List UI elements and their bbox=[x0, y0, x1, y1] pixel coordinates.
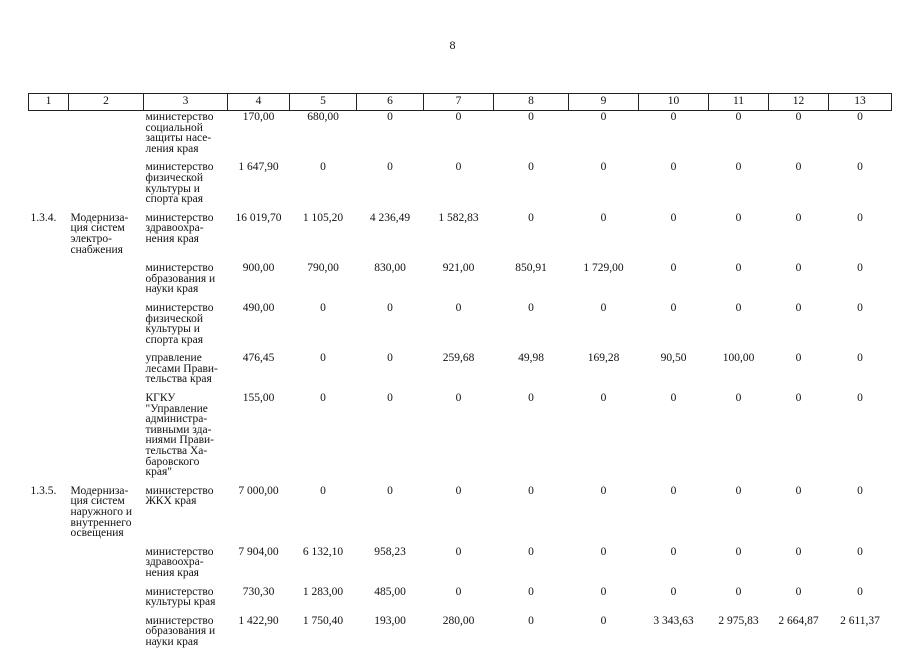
row-value-col-10: 0 bbox=[670, 392, 677, 405]
row-executor: министерство физической культуры и спорта края bbox=[145, 301, 214, 346]
row-value-col-8: 0 bbox=[528, 545, 534, 558]
row-value-col-12: 0 bbox=[795, 111, 802, 123]
row-value-col-11: 0 bbox=[735, 211, 742, 224]
row-value-col-11: 0 bbox=[735, 392, 742, 405]
row-measure-name bbox=[69, 302, 144, 352]
row-measure-name bbox=[69, 546, 144, 586]
row-measure-name bbox=[69, 586, 144, 615]
row-value-col-6: 830,00 bbox=[374, 262, 406, 275]
row-value-col-7: 1 582,83 bbox=[438, 211, 479, 224]
row-value-col-9: 0 bbox=[600, 585, 607, 598]
row-value-col-7: 0 bbox=[455, 161, 462, 174]
column-header-3: 3 bbox=[144, 94, 228, 111]
row-value-col-5: 790,00 bbox=[307, 262, 339, 275]
row-value-col-10: 0 bbox=[670, 301, 677, 314]
row-value-col-9: 169,28 bbox=[587, 352, 620, 365]
row-value-col-13: 2 611,37 bbox=[840, 614, 880, 627]
row-value-col-12: 2 664,87 bbox=[778, 614, 819, 627]
row-value-col-11: 0 bbox=[735, 545, 742, 558]
row-value-col-6: 958,23 bbox=[374, 545, 406, 558]
row-measure-name bbox=[69, 161, 144, 211]
row-value-col-10: 0 bbox=[670, 484, 677, 497]
row-value-col-11: 0 bbox=[735, 262, 742, 275]
table-body bbox=[29, 111, 892, 655]
row-value-col-9: 0 bbox=[600, 111, 607, 123]
row-value-col-12: 0 bbox=[795, 545, 802, 558]
row-code: 1.3.4. bbox=[30, 211, 57, 224]
column-header-11: 11 bbox=[709, 94, 769, 111]
row-value-col-13: 0 bbox=[857, 585, 863, 598]
row-value-col-7: 259,68 bbox=[442, 352, 475, 365]
column-header-6: 6 bbox=[357, 94, 424, 111]
row-value-col-4: 900,00 bbox=[242, 262, 275, 275]
row-value-col-5: 1 750,40 bbox=[302, 614, 344, 627]
table-row bbox=[29, 586, 892, 615]
row-measure-name bbox=[69, 392, 144, 485]
row-executor: министерство здравоохра-нения края bbox=[145, 545, 214, 579]
column-header-4: 4 bbox=[228, 94, 290, 111]
row-value-col-9: 0 bbox=[600, 614, 607, 627]
row-value-col-12: 0 bbox=[795, 484, 802, 497]
column-header-9: 9 bbox=[569, 94, 639, 111]
row-value-col-5: 0 bbox=[320, 392, 326, 405]
row-value-col-8: 850,91 bbox=[515, 262, 547, 275]
row-value-col-13: 0 bbox=[857, 211, 863, 224]
row-value-col-13: 0 bbox=[857, 301, 863, 314]
row-value-col-11: 2 975,83 bbox=[718, 614, 759, 627]
row-value-col-6: 193,00 bbox=[374, 614, 406, 627]
column-header-1: 1 bbox=[29, 94, 69, 111]
row-code bbox=[29, 586, 69, 615]
row-value-col-8: 0 bbox=[528, 111, 534, 123]
budget-table bbox=[28, 93, 892, 655]
row-value-col-8: 0 bbox=[528, 211, 534, 224]
row-value-col-9: 0 bbox=[600, 484, 607, 497]
row-value-col-13: 0 bbox=[857, 484, 863, 497]
row-value-col-9: 0 bbox=[600, 161, 607, 174]
row-code bbox=[29, 111, 69, 162]
row-executor: министерство образования и науки края bbox=[145, 262, 216, 296]
table-row bbox=[29, 111, 892, 162]
row-measure-name: Модерниза-ция систем наружного и внутреннего освещения bbox=[70, 484, 133, 540]
row-value-col-13: 0 bbox=[857, 352, 863, 365]
row-value-col-12: 0 bbox=[795, 161, 802, 174]
row-value-col-9: 1 729,00 bbox=[583, 262, 624, 275]
row-value-col-6: 0 bbox=[387, 484, 393, 497]
row-code bbox=[29, 262, 69, 302]
table-row bbox=[29, 212, 892, 262]
row-code: 1.3.5. bbox=[30, 484, 57, 497]
row-code bbox=[29, 392, 69, 485]
row-value-col-10: 3 343,63 bbox=[653, 614, 694, 627]
table-row bbox=[29, 302, 892, 352]
row-value-col-4: 16 019,70 bbox=[235, 211, 282, 224]
column-header-13: 13 bbox=[829, 94, 892, 111]
row-value-col-10: 0 bbox=[670, 545, 677, 558]
row-value-col-12: 0 bbox=[795, 211, 802, 224]
row-value-col-5: 0 bbox=[320, 352, 326, 365]
row-value-col-7: 0 bbox=[455, 545, 462, 558]
table-row bbox=[29, 352, 892, 392]
row-value-col-12: 0 bbox=[795, 585, 802, 598]
row-measure-name: Модерниза-ция систем электро-снабжения bbox=[70, 211, 129, 256]
row-value-col-4: 490,00 bbox=[242, 301, 275, 314]
row-value-col-4: 7 904,00 bbox=[238, 545, 279, 558]
row-value-col-5: 1 105,20 bbox=[302, 211, 344, 224]
row-value-col-4: 1 647,90 bbox=[238, 161, 279, 174]
row-value-col-4: 155,00 bbox=[242, 392, 275, 405]
row-value-col-6: 0 bbox=[387, 161, 393, 174]
row-value-col-7: 0 bbox=[455, 392, 462, 405]
row-value-col-12: 0 bbox=[795, 352, 802, 365]
row-value-col-9: 0 bbox=[600, 301, 607, 314]
row-value-col-8: 49,98 bbox=[518, 352, 544, 365]
table-header bbox=[29, 94, 892, 111]
row-value-col-11: 100,00 bbox=[722, 352, 755, 365]
row-value-col-7: 921,00 bbox=[442, 262, 475, 275]
row-executor: министерство культуры края bbox=[145, 585, 216, 609]
row-value-col-10: 90,50 bbox=[660, 352, 687, 365]
column-header-7: 7 bbox=[424, 94, 494, 111]
row-measure-name bbox=[69, 262, 144, 302]
row-executor: министерство ЖКХ края bbox=[145, 484, 214, 508]
row-executor: министерство образования и науки края bbox=[145, 614, 216, 648]
row-value-col-7: 0 bbox=[455, 585, 462, 598]
table-row bbox=[29, 546, 892, 586]
row-value-col-12: 0 bbox=[795, 262, 802, 275]
row-value-col-11: 0 bbox=[735, 301, 742, 314]
row-value-col-4: 170,00 bbox=[242, 111, 275, 123]
row-value-col-9: 0 bbox=[600, 545, 607, 558]
row-value-col-4: 476,45 bbox=[242, 352, 275, 365]
row-value-col-10: 0 bbox=[670, 111, 677, 123]
row-measure-name bbox=[69, 615, 144, 655]
row-executor: министерство здравоохра-нения края bbox=[145, 211, 214, 245]
row-value-col-5: 0 bbox=[320, 484, 326, 497]
row-value-col-13: 0 bbox=[857, 392, 863, 405]
row-value-col-10: 0 bbox=[670, 262, 677, 275]
table-row bbox=[29, 262, 892, 302]
row-value-col-7: 0 bbox=[455, 484, 462, 497]
row-value-col-5: 6 132,10 bbox=[302, 545, 344, 558]
row-value-col-6: 0 bbox=[387, 392, 393, 405]
row-value-col-8: 0 bbox=[528, 585, 534, 598]
row-value-col-13: 0 bbox=[857, 161, 863, 174]
column-header-2: 2 bbox=[69, 94, 144, 111]
row-value-col-5: 0 bbox=[320, 161, 326, 174]
row-value-col-5: 1 283,00 bbox=[302, 585, 344, 598]
row-code bbox=[29, 161, 69, 211]
row-value-col-6: 0 bbox=[387, 352, 393, 365]
row-value-col-10: 0 bbox=[670, 585, 677, 598]
row-value-col-9: 0 bbox=[600, 392, 607, 405]
row-value-col-5: 680,00 bbox=[307, 111, 339, 123]
row-value-col-7: 0 bbox=[455, 301, 462, 314]
row-executor: КГКУ "Управление администра-тивными зда-ниями Прави-тельства Ха-баровского края" bbox=[145, 392, 214, 479]
table-row bbox=[29, 485, 892, 546]
row-code bbox=[29, 352, 69, 392]
row-value-col-10: 0 bbox=[670, 211, 677, 224]
row-value-col-13: 0 bbox=[857, 262, 863, 275]
column-header-12: 12 bbox=[769, 94, 829, 111]
row-value-col-11: 0 bbox=[735, 585, 742, 598]
row-value-col-8: 0 bbox=[528, 161, 534, 174]
table-row bbox=[29, 392, 892, 485]
table-row bbox=[29, 161, 892, 211]
row-value-col-8: 0 bbox=[528, 392, 534, 405]
row-value-col-4: 730,30 bbox=[242, 585, 275, 598]
row-code bbox=[29, 615, 69, 655]
row-value-col-6: 485,00 bbox=[374, 585, 406, 598]
row-value-col-6: 0 bbox=[387, 111, 393, 123]
row-value-col-6: 4 236,49 bbox=[369, 211, 411, 224]
row-value-col-5: 0 bbox=[320, 301, 326, 314]
table-row bbox=[29, 615, 892, 655]
row-code bbox=[29, 546, 69, 586]
row-executor: министерство социальной защиты насе-ления края bbox=[145, 111, 214, 155]
column-header-5: 5 bbox=[290, 94, 357, 111]
page-number: 8 bbox=[449, 38, 456, 52]
row-value-col-4: 1 422,90 bbox=[238, 614, 279, 627]
column-header-8: 8 bbox=[494, 94, 569, 111]
row-value-col-7: 0 bbox=[455, 111, 462, 123]
row-value-col-11: 0 bbox=[735, 161, 742, 174]
row-value-col-11: 0 bbox=[735, 111, 742, 123]
row-executor: управление лесами Прави-тельства края bbox=[145, 352, 218, 386]
row-value-col-11: 0 bbox=[735, 484, 742, 497]
column-header-10: 10 bbox=[639, 94, 709, 111]
row-value-col-6: 0 bbox=[387, 301, 393, 314]
row-value-col-12: 0 bbox=[795, 301, 802, 314]
row-value-col-13: 0 bbox=[857, 545, 863, 558]
row-value-col-8: 0 bbox=[528, 301, 534, 314]
row-measure-name bbox=[69, 111, 144, 162]
row-value-col-9: 0 bbox=[600, 211, 607, 224]
row-value-col-13: 0 bbox=[857, 111, 863, 123]
row-executor: министерство физической культуры и спорта края bbox=[145, 161, 214, 206]
row-value-col-10: 0 bbox=[670, 161, 677, 174]
row-value-col-12: 0 bbox=[795, 392, 802, 405]
row-measure-name bbox=[69, 352, 144, 392]
row-value-col-8: 0 bbox=[528, 614, 534, 627]
header-row bbox=[29, 94, 892, 111]
row-value-col-8: 0 bbox=[528, 484, 534, 497]
row-value-col-7: 280,00 bbox=[442, 614, 475, 627]
row-value-col-4: 7 000,00 bbox=[238, 484, 279, 497]
row-code bbox=[29, 302, 69, 352]
